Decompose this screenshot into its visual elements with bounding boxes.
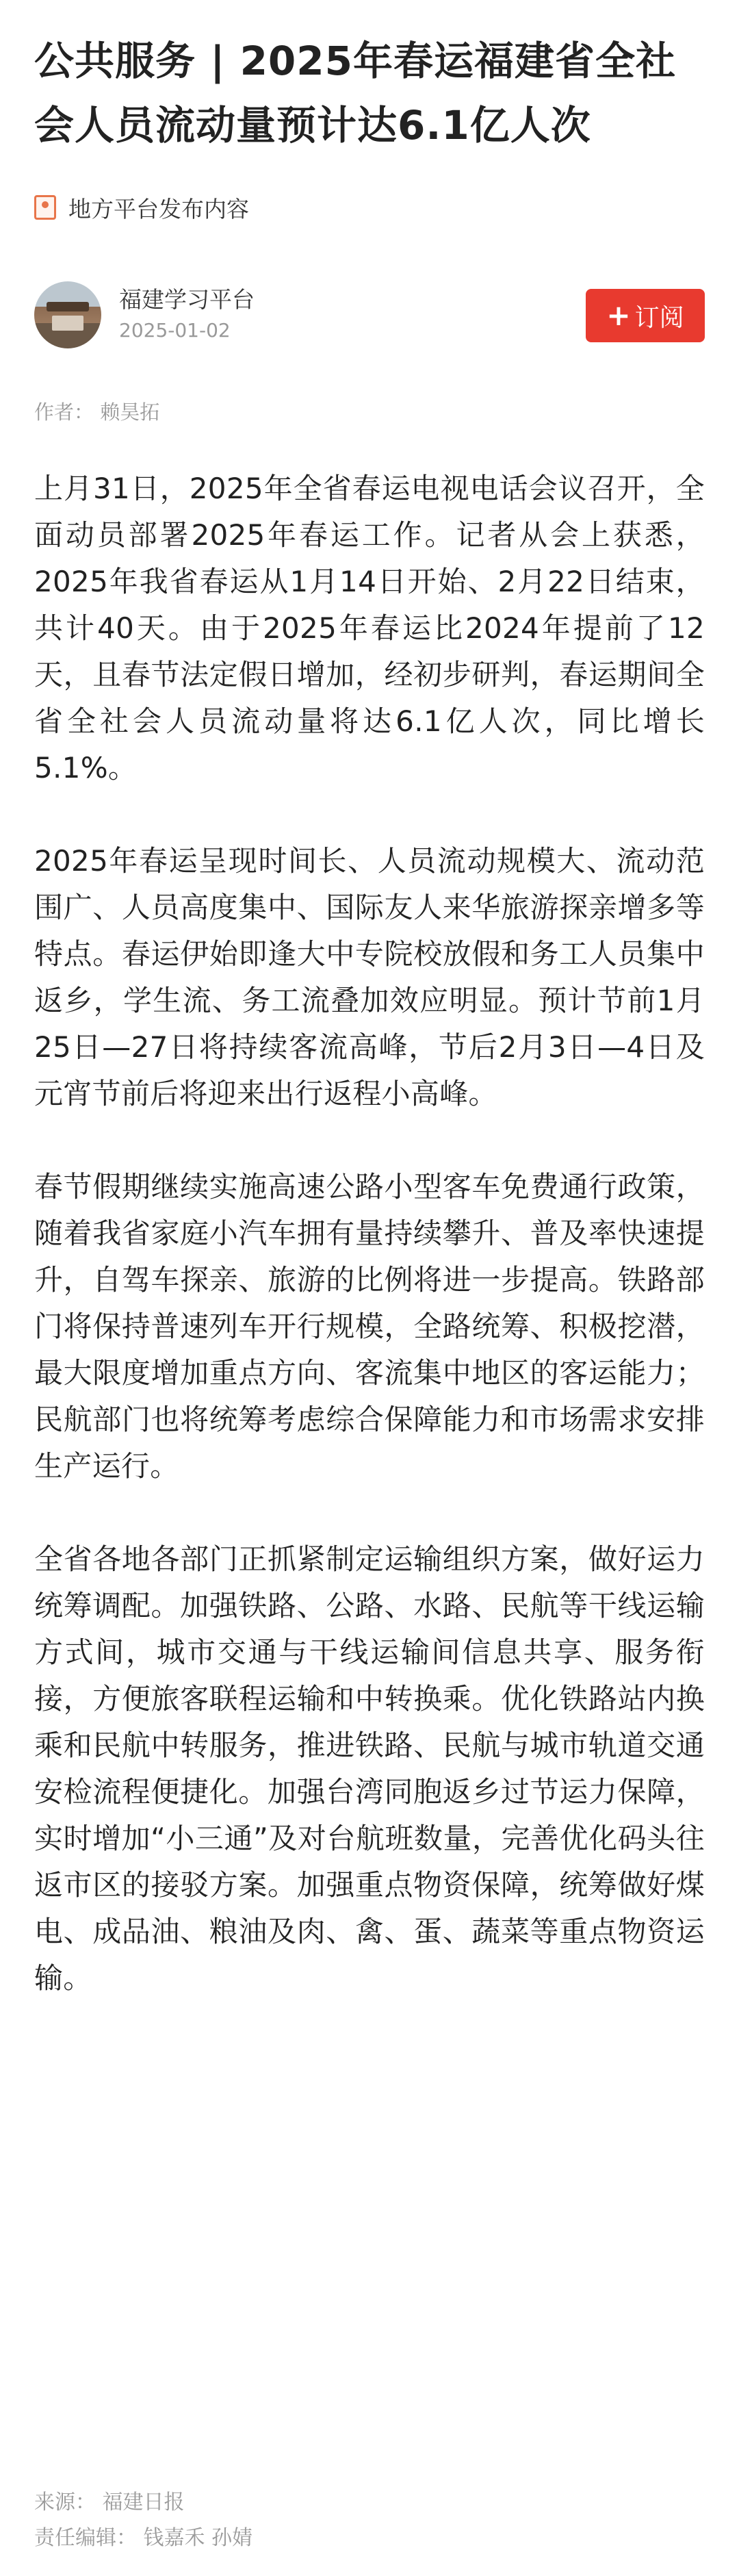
article-title: 公共服务 | 2025年春运福建省全社会人员流动量预计达6.1亿人次 [34, 38, 676, 149]
paragraph: 春节假期继续实施高速公路小型客车免费通行政策，随着我省家庭小汽车拥有量持续攀升、普及率快速提升，自驾车探亲、旅游的比例将进一步提高。铁路部门将保持普速列车开行规模，全路统筹、积极挖潜，最大限度增加重点方向、客流集中地区的客运能力；民航部门也将统筹考虑综合保障能力和市场需求安排生产运行。 [34, 1170, 705, 1483]
avatar[interactable] [34, 281, 101, 348]
author-row [34, 281, 705, 349]
byline: 作者： 赖昊拓 [34, 400, 160, 424]
source-line: 来源： 福建日报 [34, 2490, 185, 2514]
paragraph: 2025年春运呈现时间长、人员流动规模大、流动范围广、人员高度集中、国际友人来华旅游探亲增多等特点。春运伊始即逢大中专院校放假和务工人员集中返乡，学生流、务工流叠加效应明显。预计节前1月25日—27日将持续客流高峰，节后2月3日—4日及元宵节前后将迎来出行返程小高峰。 [34, 844, 705, 1110]
author-name[interactable]: 福建学习平台 [119, 286, 255, 313]
subscribe-button[interactable] [586, 289, 705, 342]
paragraph: 全省各地各部门正抓紧制定运输组织方案，做好运力统筹调配。加强铁路、公路、水路、民航等干线运输方式间，城市交通与干线运输间信息共享、服务衔接，方便旅客联程运输和中转换乘。优化铁路站内换乘和民航中转服务，推进铁路、民航与城市轨道交通安检流程便捷化。加强台湾同胞返乡过节运力保障，实时增加“小三通”及对台航班数量，完善优化码头往返市区的接驳方案。加强重点物资保障，统筹做好煤电、成品油、粮油及肉、禽、蛋、蔬菜等重点物资运输。 [34, 1542, 705, 1995]
platform-badge-icon [34, 195, 56, 220]
article-footer [34, 2485, 705, 2556]
subscribe-label: 订阅 [634, 303, 684, 332]
editor-line: 责任编辑： 钱嘉禾 孙婧 [34, 2526, 253, 2550]
platform-tag [34, 188, 249, 227]
plus-icon: + [606, 298, 631, 332]
paragraph: 上月31日，2025年全省春运电视电话会议召开，全面动员部署2025年春运工作。记者从会上获悉，2025年我省春运从1月14日开始、2月22日结束，共计40天。由于2025年春运比2024年提前了12天，且春节法定假日增加，经初步研判，春运期间全省全社会人员流动量将达6.1亿人次，同比增长5.1%。 [34, 472, 705, 785]
platform-tag-label: 地方平台发布内容 [68, 195, 249, 222]
article-body [34, 466, 705, 2048]
publish-date: 2025-01-02 [119, 319, 231, 342]
author-info [119, 284, 255, 346]
